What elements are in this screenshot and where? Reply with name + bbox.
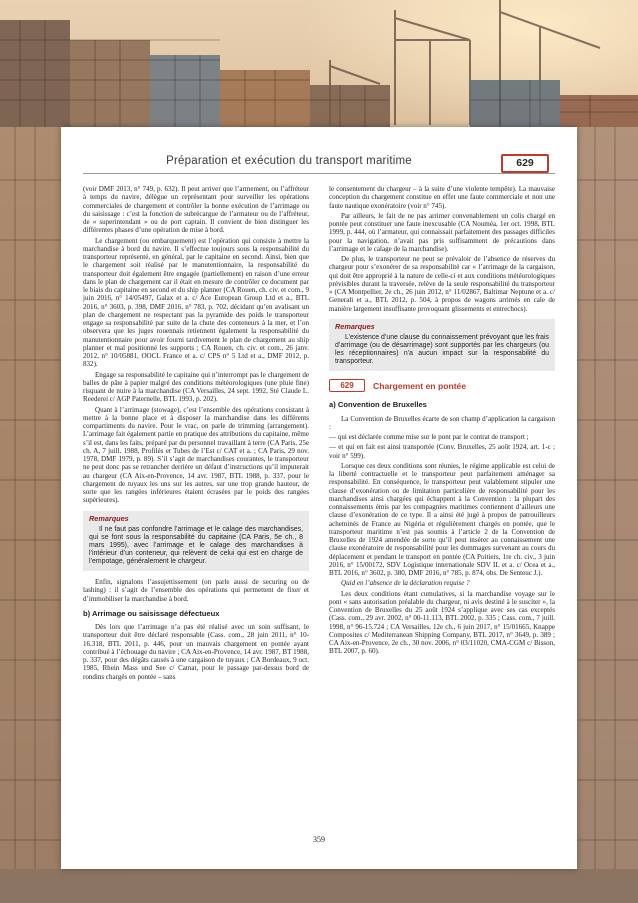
subheading: b) Arrimage ou saisissage défectueux (83, 608, 220, 618)
paragraph: Lorsque ces deux conditions sont réunies, le régime applicable est celui de la liberté contractuelle et le transporteur peut parfaitement aménager sa responsabilité. En conséquence, le transporteur peut valablement stipuler une clause d’exonération ou de limitation particulière de responsabilité pour les marchandises ainsi chargées qui échappent à la Convention : la plupart des connaissements émis par les compagnies maritimes contiennent d’ailleurs une clause d’exonération de ce type. Il a ainsi été jugé à propos de patrouilleurs acheminés de France au Nigéria et régulièrement chargés en pontée, que le transporteur maritime n’est pas soumis à l’article 2 de la Convention de Bruxelles de 1924 amendée de sorte qu’il peut insérer au connaissement une clause exonératoire de responsabilité pour les dommages survenant au cours du déplacement et pendant le transport en pontée (CA Poitiers, 1re ch. civ., 3 juin 2016, n° 15/00172, SDV Logistique internationale SDV IL et a. c/ Ocea et a., BTL 2016, n° 3602, p. 380, DMF 2016, n° 785, p. 874, obs. De Senteuc J.). (329, 461, 555, 578)
paragraph: Dès lors que l’arrimage n’a pas été réalisé avec un soin suffisant, le transporteur doit être déclaré responsable (Cass. com., 28 juin 2011, n° 10-16.318, BTL 2011, p. 446, pour un mauvais chargement en pontée ayant contribué à l’échouage du navire ; CA Aix-en-Provence, 14 avr. 1987, BT 1988, p. 337, pour des dégâts causés à une cargaison de tuyaux ; CA Bordeaux, 9 oct. 1985, Rhein Mass und See c/ Camat, pour le passage par-dessus bord de rondins chargés en pontée – sans (83, 623, 309, 681)
remark-title: Remarques (89, 513, 129, 523)
section-number-badge: 629 (329, 379, 365, 392)
paragraph: Le chargement (ou embarquement) est l’opération qui consiste à mettre la marchandise à bord du navire. Il s’effectue toujours sous la responsabilité du transporteur représenté, en général, par le capitaine en second. Ainsi, bien que le chargement soit réalisé par le manutentionnaire, la responsabilité du transporteur doit également être engagée (partiellement) en raison d’une erreur dans le plan de chargement car il était en mesure de contrôler ce document par le biais du capitaine en second et du ship planner (CA Rouen, ch. civ. et com., 9 juin 2016, n° 14/05497, Galax et a. c/ Ace European Group Ltd et a., BTL 2016, n° 3603, p. 398, DMF 2016, n° 783, p. 702, décidant qu’en avalisant un plan de chargement ne respectant pas la pyramide des poids le transporteur engage sa responsabilité par suite de la chute des conteneurs à la mer, et l’on observera que les juges rouennais retiennent également la responsabilité du manutentionnaire pour avoir fourni tardivement le plan de chargement au ship planner et mal positionné les supports ; CA Rouen, ch. civ. et com., 26 janv. 2012, n° 10/05881, OOCL France et a. c/ CPS n° 5 Ltd et a., DMF 2012, p. 832). (83, 236, 309, 369)
page-number: 359 (313, 835, 325, 844)
remark-box (329, 319, 555, 372)
paragraph: Par ailleurs, le fait de ne pas arrimer convenablement un colis chargé en pontée peut constituer une faute inexcusable (CA Nouméa, 1er oct. 1998, BTL 1999, p. 444, où l’armateur, qui connaissait parfaitement des passages difficiles pour la navigation, n’avait pas pris suffisamment de précautions dans l’arrimage et le calage de la marchandise). (329, 211, 555, 253)
remark-box (83, 511, 309, 572)
paragraph: Enfin, signalons l’assujettissement (on parle aussi de securing ou de lashing) : il s’agit de l’ensemble des opérations qui permettent de fixer et d’immobiliser la marchandise à bord. (83, 578, 309, 603)
right-column (329, 185, 555, 658)
paragraph: Quant à l’arrimage (stowage), c’est l’ensemble des opérations consistant à mettre à la bonne place et à disposer la marchandise dans les différents compartiments du navire. Pour le vrac, on parle de trimming (arrangement). L’arrimage fait également partie en pratique des attributions du capitaine, même s’il est, dans les faits, préparé par du personnel travaillant à terre (CA Paris, 25e ch. A, 7 juill. 1988, Profilés et Tubes de l’Est c/ CAT et a. ; CA Paris, 29 nov. 1978, DMF 1979, p. 89). S’il s’agit de marchandises courantes, le transporteur ne peut donc pas se retrancher derrière un défaut d’instructions qu’il imputerait au chargeur (CA Aix-en-Provence, 14 avr. 1987, BTL 1988, p. 337, pour le chargement de tuyaux les uns sur les autres, sur une trop grande hauteur, de sorte que les rangées inférieures étaient écrasées par le poids des rangées supérieures). (83, 405, 309, 505)
section-heading (329, 379, 555, 392)
paragraph: le consentement du chargeur – à la suite d’une violente tempête). La mauvaise conception du chargement constitue en effet une faute commerciale et non une faute nautique exonératoire (voir n° 745). (329, 185, 555, 210)
left-column (83, 185, 309, 683)
running-title: Préparation et exécution du transport maritime (166, 155, 412, 167)
paragraph-number-badge: 629 (501, 154, 549, 173)
remark-title: Remarques (335, 321, 375, 331)
question-line: Quid en l’absence de la déclaration requise ? (341, 579, 470, 588)
book-page (61, 127, 577, 869)
paragraph: De plus, le transporteur ne peut se prévaloir de l’absence de réserves du chargeur pour s’exonérer de sa responsabilité car « l’arrimage de la cargaison, qui doit être approprié à la nature de celle-ci et aux conditions météorologiques prévisibles durant la traversée, relève de la seule responsabilité du transporteur » (CA Montpellier, 2e ch., 26 juin 2012, n° 11/02867, Baltimar Neptune et a. c/ Generali et a., BTL 2012, p. 504, à propos de wagons arrimés en cale de manière largement insuffisante provoquant glissements et entrechocs). (329, 255, 555, 313)
paragraph: Les deux conditions étant cumulatives, si la marchandise voyage sur le pont « sans autorisation préalable du chargeur, ni avis destiné à le susciter », la Convention de Bruxelles du 25 août 1924 s’applique avec ses cas exceptés (Cass. com., 29 avr. 2002, n° 00-11.113, BTL 2002, p. 335 ; Cass. com., 7 juill. 1998, n° 96-15.724 ; CA Versailles, 12e ch., 6 juin 2017, n° 15/01665, Knappe Composites c/ Mediterranean Shipping Company, BTL 2017, n° 3649, p. 389 ; CA Aix-en-Provence, 2e ch., 30 nov. 2006, n° 03/11020, CMA-CGM c/ Bisson, BTL 2007, p. 60). (329, 589, 555, 656)
subheading: a) Convention de Bruxelles (329, 400, 427, 410)
remark-text: Il ne faut pas confondre l’arrimage et le calage des marchandises, qui se font sous la responsabilité du capitaine (CA Paris, 5e ch., 8 mars 1995), avec l’arrimage et le calage des marchandises à l’intérieur d’un conteneur, qui relèvent de celui qui est en charge de l’empotage, généralement le chargeur. (89, 525, 303, 566)
section-title: Chargement en pontée (373, 380, 467, 391)
paragraph: Engage sa responsabilité le capitaine qui n’interrompt pas le chargement de balles de pâte à papier malgré des conditions météorologiques (une pluie fine) risquant de nuire à la marchandise (CA Versailles, 24 sept. 1992, Sté Claude L. Reederei c/ AGP Paternelle, BTL 1993, p. 202). (83, 370, 309, 404)
header-rule (83, 173, 555, 174)
remark-text: L’existence d’une clause du connaissement prévoyant que les frais d’arrimage (ou de désarrimage) sont supportés par les chargeurs (ou les réceptionnaires) n’a aucun impact sur la responsabilité du transporteur. (335, 334, 549, 366)
paragraph: (voir DMF 2013, n° 749, p. 632). Il peut arriver que l’armement, ou l’affréteur à temps du navire, délègue un représentant pour surveiller les opérations commerciales de chargement et contrôler la bonne exécution de l’arrimage ou du saisissage : c’est la fonction de subrécargue de l’armateur ou de l’affréteur, de « superintendant » ou de port captain. Il convient de bien distinguer les différentes phases d’une opération de mise à bord. (83, 185, 309, 235)
page-header (83, 145, 555, 175)
list-item: — et qui en fait est ainsi transportée (Conv. Bruxelles, 25 août 1924, art. 1-c ; voir n° 599). (329, 443, 555, 460)
list-item: — qui est déclarée comme mise sur le pont par le contrat de transport ; (329, 433, 529, 442)
paragraph: La Convention de Bruxelles écarte de son champ d’application la cargaison : (329, 414, 555, 431)
